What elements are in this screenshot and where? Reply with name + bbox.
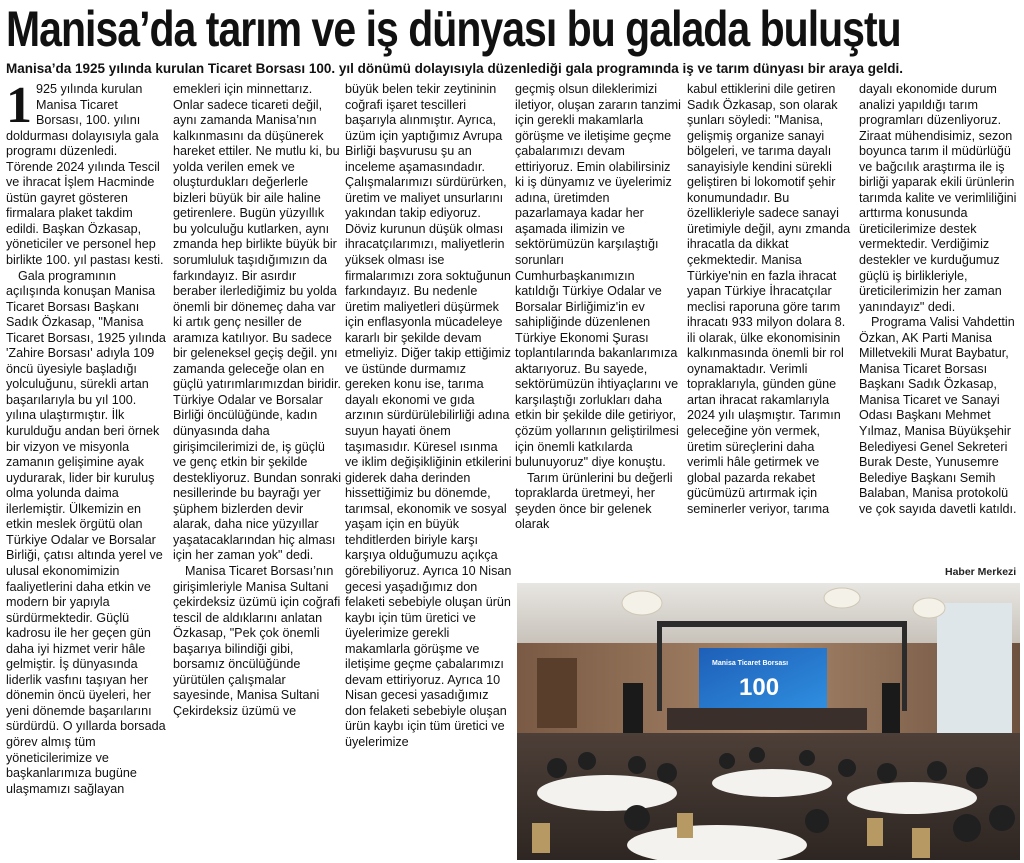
paragraph: geçmiş olsun dileklerimizi iletiyor, oluşan zararın tanzimi için gerekli makamlarla görüşme ve iletişime geçme çabalarımızı devam ettiriyoruz. Emin olabilirsiniz ki iş dünyamız ve üyelerimiz adına, üretimden pazarlamaya kadar her aşamada ilimizin ve sektörümüzün karşılaştığı sorunları Cumhurbaşkanımızın katıldığı Türkiye Odalar ve Borsalar Birliğimiz'in ev sahipliğinde düzenlenen Türkiye Ekonomi Şurası toplantılarında bakanlarımıza aktarıyoruz. Bu sayede, sektörümüzün ihtiyaçlarını ve karşılaştığı zorlukları daha etkin bir şekilde dile getiriyor, çözüm yollarının geliştirilmesi için önemli katkılarda bulunuyoruz" diye konuştu.: [515, 82, 681, 470]
chandelier: [622, 591, 662, 615]
paragraph: Tarım ürünlerini bu değerli topraklarda üretmeyi, her şeyden önce bir gelenek olarak: [515, 470, 673, 532]
article-column-3: [345, 82, 512, 751]
paragraph: Manisa Ticaret Borsası’nın girişimleriyle Manisa Sultani çekirdeksiz üzümü için coğrafi tescil de aldıklarını anlatan Özkasap, "Pek çok önemli başarıya bilindiği gibi, borsamız öncülüğünde yürütülen çalışmalar sayesinde, Manisa Sultani Çekirdeksiz üzümü ve: [173, 563, 341, 718]
dropcap: 1: [6, 77, 32, 134]
truss-left-post: [657, 621, 662, 711]
subheadline: Manisa’da 1925 yılında kurulan Ticaret Borsası 100. yıl dönümü dolayısıyla düzenlediği gala programında iş ve tarım dünyası bir araya geldi.: [6, 61, 904, 76]
right-window: [937, 603, 1012, 733]
guest: [624, 805, 650, 831]
screen-anniversary-number: 100: [739, 674, 780, 701]
paragraph: Gala programının açılışında konuşan Manisa Ticaret Borsası Başkanı Sadık Özkasap, "Manisa Ticaret Borsası, 1925 yılında 'Zahire Borsası' adıyla 109 öncü üyesiyle başladığı yolculuğunu, sürekli artan başarılarıyla bu yıl 100. yılına ulaştırmıştır. İlk kurulduğu andan beri örnek bir vizyon ve misyonla zamanın gelişimine ayak uydurarak, lider bir kuruluş olma yolunda daima ilerlemiştir. Ülkemizin en etkin meslek örgütü olan Türkiye Odalar ve Borsalar Birliği, çatısı altında yerel ve ulusal ekonomimizin faaliyetlerini daha etkin ve modern bir yapıyla sürdürmektedir. Güçlü kadrosu ile her geçen gün daha iyi hizmet verir hâle gelmiştir. İş dünyasında liderlik vasfını taşıyan her dönemin öncü üyeleri, her yeni dönemde başarılarını sürdürdü. O yıllarda borsada görev almış tüm yöneticilerimize ve başkanlarımıza bugüne ulaşmamızı sağlayan: [6, 268, 166, 796]
paragraph: büyük belen tekir zeytininin coğrafi işaret tescilleri başarıyla alınmıştır. Ayrıca, üzüm için yaptığımız Avrupa Birliği başvurusu şu an inceleme aşamasındadır. Çalışmalarımızı sürdürürken, üretim ve maliyet unsurlarını yakından takip ediyoruz. Döviz kurunun düşük olması ihracatçılarımızı, maliyetlerin yüksek olması ise firmalarımızı zora soktuğunun farkındayız. Bu nedenle üretim maliyetleri düşürmek için enflasyonla mücadeleye kararlı bir şekilde devam etmeliyiz. Diğer takip ettiğimiz ve üstünde durmamız gereken konu ise, tarıma dayalı ekonomi ve gıda arzının sürdürülebilirliği adına suyun hayati önem taşımasıdır. Küresel ısınma ve iklim değişikliğinin etkilerini giderek daha derinden hissettiğimiz bu dönemde, tarımsal, ekonomik ve sosyal yaşam için en büyük tehditlerden biriyle karşı karşıya olduğumuzu açıkça görebiliyoruz. Ayrıca 10 Nisan gecesi yaşadığımız don felaketi sebebiyle oluşan ürün kaybı için tüm üretici ve üyelerimize gerekli makamlarla görüşme ve iletişime geçme çabalarımızı devam ettiriyoruz. Ayrıca 10 Nisan gecesi yasadığımız don felaketi sebebiyle oluşan ürün kaybı için tüm üretici ve üyelerimize: [345, 82, 512, 749]
article-column-1: [6, 77, 166, 797]
chair: [532, 823, 550, 853]
guest: [719, 753, 735, 769]
paragraph: 925 yılında kurulan Manisa Ticaret Borsası, 100. yılını doldurması dolayısıyla gala programı düzenledi. Törende 2024 yılında Tescil ve ihracat İşlem Hacminde üstün gayret gösteren firmalara plaket takdim edildi. Başkan Özkasap, yöneticiler ve personel hep birlikte 100. yıl pastası kesti.: [6, 82, 164, 268]
lighting-truss: [657, 621, 907, 627]
guest: [657, 763, 677, 783]
chandelier: [913, 598, 945, 618]
chair: [867, 818, 883, 846]
article-column-2: [173, 82, 341, 719]
chair: [912, 828, 930, 858]
article-column-6: [859, 82, 1019, 517]
guest: [953, 814, 981, 842]
guest: [547, 758, 567, 778]
article-column-5: [687, 82, 854, 517]
paragraph: Programa Valisi Vahdettin Özkan, AK Parti Manisa Milletvekili Murat Baybatur, Manisa Ticaret Borsası Başkanı Sadık Özkasap, Manisa Ticaret ve Sanayi Odası Başkanı Mehmet Yılmaz, Manisa Büyükşehir Belediyesi Genel Sekreteri Burak Deste, Yunusemre Belediye Başkanı Semih Balaban, Manisa protokolü ve çok sayıda davetli katıldı.: [859, 315, 1017, 516]
round-table: [712, 769, 832, 797]
chair: [677, 813, 693, 838]
guest: [927, 761, 947, 781]
screen-title: Manisa Ticaret Borsası: [712, 660, 789, 667]
guest: [838, 759, 856, 777]
paragraph: dayalı ekonomide durum analizi yapıldığı tarım programları düzenliyoruz. Ziraat mühendisimiz, sezon boyunca tarım il müdürlüğü ve bağcılık araştırma ile iş birliği yaparak ekili ürünlerin tarımda kalite ve verimliliğini arttırma konusunda üreticilerimize destek vermektedir. Verdiğimiz destekler ve kurduğumuz güçlü iş birlikleriyle, üreticilerimizin her zaman yanındayız" dedi.: [859, 82, 1017, 314]
round-table: [847, 782, 977, 814]
guest: [578, 752, 596, 770]
guest: [628, 756, 646, 774]
guest: [877, 763, 897, 783]
gala-event-photo: [517, 583, 1020, 860]
byline: Haber Merkezi: [945, 566, 1017, 578]
article-column-4: [515, 82, 682, 533]
guest: [966, 767, 988, 789]
guest: [805, 809, 829, 833]
truss-right-post: [902, 621, 907, 711]
headline: Manisa’da tarım ve iş dünyası bu galada buluştu: [6, 1, 901, 57]
guest: [799, 750, 815, 766]
paragraph: emekleri için minnettarız. Onlar sadece ticareti değil, aynı zamanda Manisa’nın kalkınmasını da düşünerek hareket ettiler. Ne mutlu ki, bu yolda verilen emek ve oluşturdukları değerlerle bizleri büyük bir aile haline getirenlere. Bugün yüzyıllık bu yolculuğu kutlarken, aynı zmanda hep birlikte büyük bir sorumluluk taşıdığımızın da farkındayız. Bir asırdır beraber ilerlediğimiz bu yolda önemli bir dönemeç daha var ki artık genç nesiller de aramıza katılıyor. Bu sadece bir geleneksel geçiş değil. ynı zamanda geleceğe olan en güçlü yatırımlarımızdan biridir. Türkiye Odalar ve Borsalar Birliği öncülüğünde, kadın dünyasında daha girişimcilerimizi de, iş güçlü ve genç etkin bir şekilde destekliyoruz. Bundan sonraki nesillerinde bu bayrağı yer şüphem bizlerden devir alarak, daha nice yüzyıllar yaşatacaklarından hiç alması için her zaman yok" dedi.: [173, 82, 342, 563]
speakers-right: [882, 683, 900, 738]
left-door: [537, 658, 577, 728]
round-table: [537, 775, 677, 811]
guest: [989, 805, 1015, 831]
guest: [749, 747, 765, 763]
chandelier: [824, 588, 860, 608]
stage: [667, 708, 867, 730]
paragraph: kabul ettiklerini dile getiren Sadık Özkasap, son olarak şunları söyledi: "Manisa, gelişmiş organize sanayi bölgeleri, ve tarıma dayalı sanayisiyle kendini sürekli geliştiren bi lokomotif şehir konumundadır. Bu özellikleriyle sadece sanayi üretimiyle değil, aynı zmanda ihracatla da dikkat çekmektedir. Manisa Türkiye'nin en fazla ihracat yapan Türkiye İhracatçılar meclisi raporuna göre tarım ihracatı 933 milyon dolara 8. ili olarak, ülke ekonomisinin kalkınmasında önemli bir rol oynamaktadır. Verimli topraklarıyla, günden güne artan ihracat rakamlarıyla 2024 yılı ulaşmıştır. Tarımın geleceğine yön vermek, üretim süreçlerini daha verimli hâle getirmek ve global pazarda rekabet gücümüzü artırmak için seminerler veriyor, tarıma: [687, 82, 851, 516]
gala-hall-illustration: [517, 583, 1020, 860]
